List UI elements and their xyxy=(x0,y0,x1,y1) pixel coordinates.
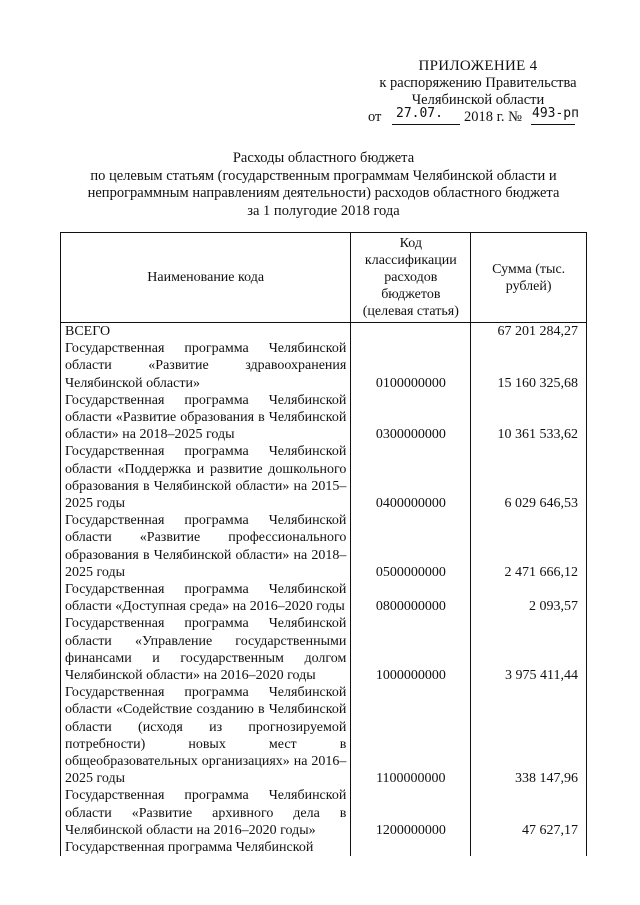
row-name: Государственная программа Челябинской области «Доступная среда» на 2016–2020 годы xyxy=(61,581,351,615)
date-underline xyxy=(392,124,460,125)
row-name: Государственная программа Челябинской области «Развитие профессионального образования в Челябинской области» на 2018–2025 годы xyxy=(61,512,351,581)
table-row xyxy=(61,392,587,444)
appendix-block xyxy=(368,58,588,126)
row-sum: 2 471 666,12 xyxy=(471,512,587,581)
row-name: Государственная программа Челябинской области «Содействие созданию в Челябинской области (исходя из прогнозируемой потребности) новых мест в общеобразовательных организациях» на 2016–2025 годы xyxy=(61,684,351,787)
row-name: Государственная программа Челябинской области «Развитие образования в Челябинской области» на 2018–2025 годы xyxy=(61,392,351,444)
table-row xyxy=(61,684,587,787)
appendix-line-2: Челябинской области xyxy=(411,92,545,108)
header-name: Наименование кода xyxy=(61,233,351,323)
date-prefix: от xyxy=(368,109,382,125)
header-sum: Сумма (тыс. рублей) xyxy=(471,233,587,323)
row-code: 0800000000 xyxy=(351,581,471,615)
row-sum: 15 160 325,68 xyxy=(471,340,587,392)
row-sum: 3 975 411,44 xyxy=(471,615,587,684)
row-sum: 47 627,17 xyxy=(471,787,587,839)
document-title xyxy=(60,150,587,220)
row-code: 0100000000 xyxy=(351,340,471,392)
table-row xyxy=(61,443,587,512)
row-name: Государственная программа Челябинской области «Поддержка и развитие дошкольного образования в Челябинской области» на 2015–2025 годы xyxy=(61,443,351,512)
row-sum: 67 201 284,27 xyxy=(471,323,587,341)
header-code: Код классификации расходов бюджетов (целевая статья) xyxy=(351,233,471,323)
table-header-row xyxy=(61,233,587,323)
row-sum: 2 093,57 xyxy=(471,581,587,615)
decree-date: 27.07. xyxy=(396,106,443,121)
row-code: 1100000000 xyxy=(351,684,471,787)
row-sum: 6 029 646,53 xyxy=(471,443,587,512)
row-code: 0500000000 xyxy=(351,512,471,581)
year-number-label: 2018 г. № xyxy=(464,109,523,125)
row-name: Государственная программа Челябинской области «Развитие архивного дела в Челябинской области на 2016–2020 годы» xyxy=(61,787,351,839)
expenses-table xyxy=(60,232,587,856)
number-underline xyxy=(531,124,575,125)
row-code: 1000000000 xyxy=(351,615,471,684)
title-line-2: по целевым статьям (государственным программам Челябинской области и xyxy=(90,167,557,184)
row-code xyxy=(351,839,471,856)
row-code: 1200000000 xyxy=(351,787,471,839)
title-line-4: за 1 полугодие 2018 года xyxy=(247,202,400,219)
row-code xyxy=(351,323,471,341)
table-row xyxy=(61,615,587,684)
decree-number: 493-рп xyxy=(532,106,579,121)
row-name: Государственная программа Челябинской области «Развитие здравоохранения Челябинской области» xyxy=(61,340,351,392)
table-row xyxy=(61,581,587,615)
table-row xyxy=(61,512,587,581)
row-code: 0300000000 xyxy=(351,392,471,444)
decree-date-line xyxy=(368,106,588,126)
row-sum: 10 361 533,62 xyxy=(471,392,587,444)
table-row xyxy=(61,323,587,341)
row-sum: 338 147,96 xyxy=(471,684,587,787)
appendix-title: ПРИЛОЖЕНИЕ 4 xyxy=(418,58,538,74)
title-line-1: Расходы областного бюджета xyxy=(232,150,415,166)
title-line-3: непрограммным направлениям деятельности) расходов областного бюджета xyxy=(87,185,560,201)
row-code: 0400000000 xyxy=(351,443,471,512)
row-sum xyxy=(471,839,587,856)
table-row xyxy=(61,340,587,392)
table-row xyxy=(61,787,587,839)
appendix-line-1: к распоряжению Правительства xyxy=(379,75,577,91)
row-name: Государственная программа Челябинской области «Управление государственными финансами и государственным долгом Челябинской области» на 2016–2020 годы xyxy=(61,615,351,684)
table-row xyxy=(61,839,587,856)
row-name: ВСЕГО xyxy=(61,323,351,341)
row-name: Государственная программа Челябинской xyxy=(61,839,351,856)
